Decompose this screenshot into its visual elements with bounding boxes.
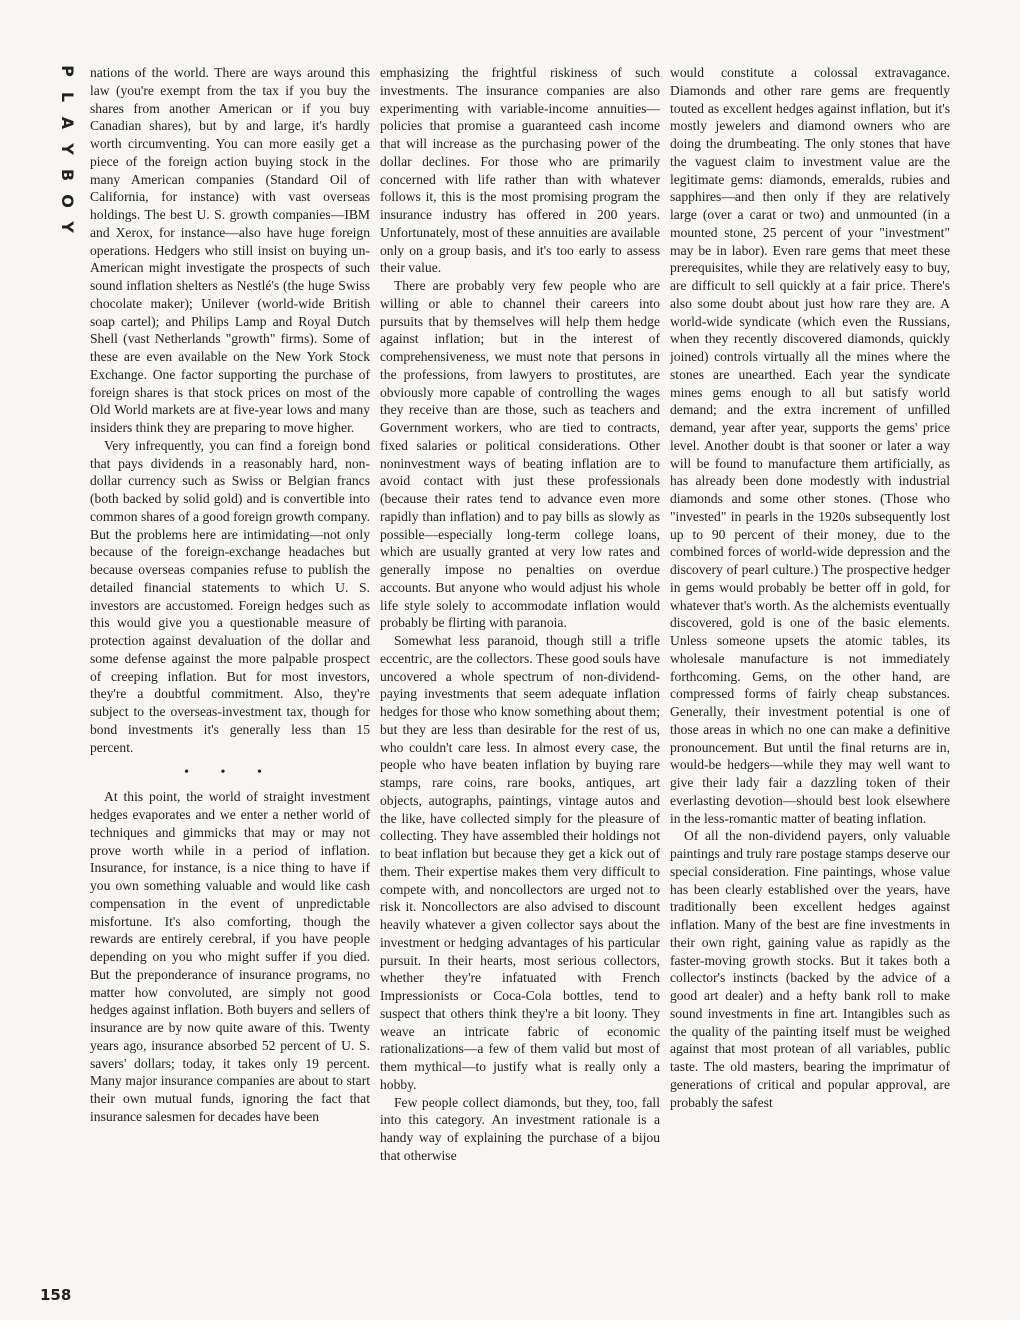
logo-letter: Y [58,221,77,233]
logo-letter: Y [58,143,77,155]
logo-letter: L [57,91,77,103]
logo-letter: A [57,116,77,130]
paragraph: There are probably very few people who are willing or able to channel their careers into pursuits that by themselves will help them hedge against inflation; but in the interest of comprehensiveness, we must note that persons in the professions, from lawyers to prostitutes, are obviously more capable of controlling the wages they receive than are those, such as teachers and Government workers, who are tied to contracts, fixed salaries or political considerations. Other noninvestment ways of beating inflation are to avoid contact with just these professionals (because their rates tend to advance even more rapidly than inflation) and to pay bills as slowly as possible—especially long-term college loans, which are usually granted at very low rates and generally impose no penalties on overdue accounts. But anyone who would adjust his whole life style solely to accommodate inflation would probably be flirting with paranoia. [380,278,660,631]
section-separator: • • • [184,765,276,781]
paragraph: Few people collect diamonds, but they, too, fall into this category. An investment rationale is a handy way of explaining the purchase of a bijou that otherwise [380,1094,660,1163]
logo-letter: B [57,168,77,182]
page-number: 158 [40,1286,72,1304]
paragraph: At this point, the world of straight investment hedges evaporates and we enter a nether world of techniques and gimmicks that may or may not prove worth while in a period of inflation. Insurance, for instance, is a nice thing to have if you own something valuable and would like cash compensation in the event of unpredictable misfortune. It's also comforting, though the rewards are entirely cerebral, if you have people depending on you who might suffer if you died. But the preponderance of insurance programs, no matter how convoluted, are simply not good hedges against inflation. Both buyers and sellers of insurance are by now quite aware of this. Twenty years ago, insurance absorbed 52 percent of U. S. savers' dollars; today, it takes only 19 percent. Many major insurance companies are about to start their own mutual funds, ignoring the fact that insurance salesmen for decades have been [90,789,370,1124]
column-1 [90,64,370,1296]
article-body [90,64,950,1296]
paragraph: Somewhat less paranoid, though still a trifle eccentric, are the collectors. These good souls have uncovered a whole spectrum of non-dividend-paying investments that seem adequate inflation hedges for those who know something about them; but they are less than desirable for the rest of us, who couldn't care less. In almost every case, the people who have beaten inflation by buying rare stamps, rare coins, rare books, antiques, art objects, autographs, paintings, vintage autos and the like, have collected simply for the pleasure of collecting. They have assembled their holdings not to beat inflation but because they get a kick out of them. Their expertise makes them very difficult to compete with, and noncollectors are urged not to risk it. Noncollectors are also advised to discount heavily whatever a given collector says about the investment or hedging advantages of his particular pursuit. In their hearts, most serious collectors, whether they're infatuated with French Impressionists or Coca-Cola bottles, tend to suspect that others think they're a bit loony. They weave an intricate fabric of economic rationalizations—a few of them valid but most of them mythical—to justify what is really only a hobby. [380,633,660,1092]
logo-letter: O [57,194,77,208]
paragraph: Very infrequently, you can find a foreign bond that pays dividends in a reasonably hard, non-dollar currency such as Swiss or Belgian francs (both backed by solid gold) and is convertible into common shares of a good foreign growth company. But the problems here are intimidating—not only because of the foreign-exchange headaches but because overseas companies refuse to publish the detailed financial statements to which U. S. investors are accustomed. Foreign hedges such as this would give you a questionable measure of protection against devaluation of the dollar and some defense against the more palpable prospect of creeping inflation. But for most investors, they're a doubtful commitment. Also, they're subject to the overseas-investment tax, though for bond investments it's generally less than 15 percent. [90,437,370,755]
logo-letter: P [57,65,77,77]
paragraph: emphasizing the frightful riskiness of such investments. The insurance companies are also experimenting with variable-income annuities—policies that promise a guaranteed cash income that will increase as the purchasing power of the dollar declines. For those who are primarily concerned with life rather than with whatever follows it, this is the most promising program the insurance industry has offered in 200 years. Unfortunately, most of these annuities are available only on a group basis, and it's too early to assess their value. [380,65,660,276]
column-2 [380,64,660,1296]
paragraph: nations of the world. There are ways around this law (you're exempt from the tax if you buy the shares from another American or if you buy Canadian shares), but by and large, it's hardly worth circumventing. You can more easily get a piece of the foreign action buying stock in the many American companies (Standard Oil of California, for instance) with vast overseas holdings. The best U. S. growth companies—IBM and Xerox, for instance—also have huge foreign operations. Hedgers who still insist on buying un-American might investigate the prospects of such sound inflation shelters as Nestlé's (the huge Swiss chocolate maker); Unilever (world-wide British soap cartel); and Philips Lamp and Royal Dutch Shell (vast Netherlands "growth" firms). Some of these are even available on the New York Stock Exchange. One factor supporting the purchase of foreign shares is that stock prices on most of the Old World markets are at five-year lows and many insiders think they are preparing to move higher. [90,65,370,435]
paragraph: Of all the non-dividend payers, only valuable paintings and truly rare postage stamps deserve our special consideration. Fine paintings, whose value has been clearly established over the years, have traditionally been excellent hedges against inflation. Many of the best are fine investments in their own right, gaining value as rapidly as the faster-moving growth stocks. But it takes both a collector's instincts (backed by the advice of a good art dealer) and a hefty bank roll to make sound investments in fine art. Intangibles such as the quality of the painting itself must be weighed against that most protean of all variables, public taste. The old masters, bearing the imprimatur of generations of critical and popular approval, are probably the safest [670,828,950,1110]
magazine-logo-vertical [52,58,77,240]
column-3 [670,64,950,1296]
paragraph: would constitute a colossal extravagance. Diamonds and other rare gems are frequently touted as excellent hedges against inflation, but it's mostly jewelers and diamond owners who are doing the drumbeating. The only stones that have the vaguest claim to investment value are the legitimate gems: diamonds, emeralds, rubies and sapphires—and then only if they are relatively large (over a carat or two) and unmounted (in a mounted stone, 25 percent of your "investment" may be in labor). Even rare gems that meet these prerequisites, while they are relatively easy to buy, are difficult to sell quickly at a fair price. There's also some doubt about just how rare they are. A world-wide syndicate (which even the Russians, when they recently discovered diamonds, quickly joined) controls virtually all the mines where the stones are unearthed. Each year the syndicate mines gems enough to all but satisfy world demand; and the extra increment of unfilled demand, year after year, supports the gems' price level. Another doubt is that sooner or later a way will be found to manufacture them artificially, as has already been done modestly with industrial diamonds and some other stones. (Those who "invested" in pearls in the 1920s subsequently lost up to 90 percent of their money, due to the combined forces of world-wide depression and the discovery of pearl culture.) The prospective hedger in gems would probably be better off in gold, for whatever that's worth. As the alchemists eventually discovered, gold is one of the basic elements. Unless someone upsets the atomic tables, its wholesale manufacture is not immediately forthcoming. Gems, on the other hand, are compressed forms of fairly cheap substances. Generally, their investment potential is one of those areas in which no one can make a definitive pronouncement. But until the final returns are in, would-be hedgers—while they may well want to give their lady fair a dazzling token of their everlasting devotion—should best look elsewhere in the less-romantic matter of beating inflation. [670,65,950,826]
